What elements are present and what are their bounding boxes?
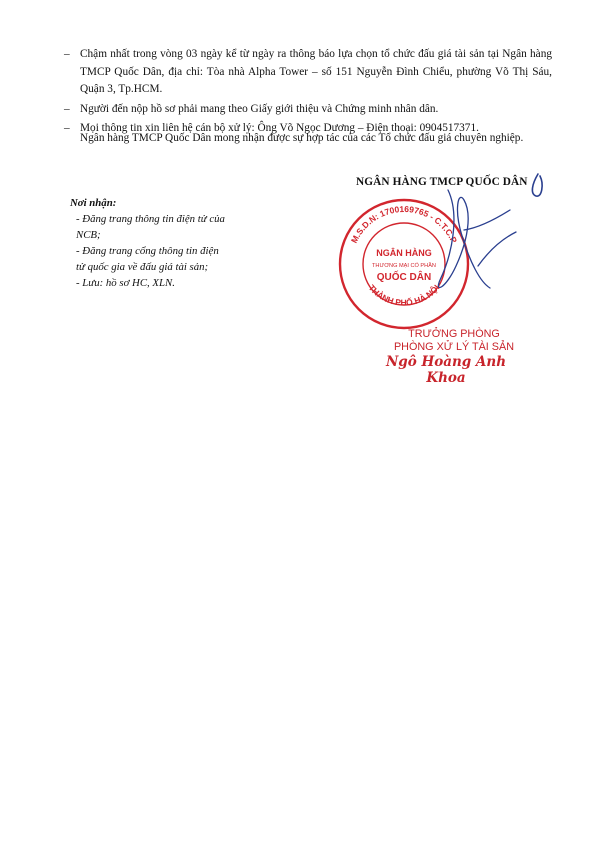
seal-city-path: THÀNH PHỐ HÀ NỘI (366, 282, 442, 308)
recipient-item: - Lưu: hồ sơ HC, XLN. (76, 277, 175, 289)
bullet-marker: – (64, 102, 70, 115)
instruction-item (64, 101, 552, 119)
instruction-text: Người đến nộp hồ sơ phải mang theo Giấy giới thiệu và Chứng minh nhân dân. (80, 102, 439, 115)
seal-city-text (367, 283, 442, 308)
recipient-item: - Đăng trang thông tin điện tử của NCB; (76, 213, 225, 241)
instruction-text: Mọi thông tin xin liên hệ cán bộ xử lý: Ông Võ Ngọc Dương – Điện thoại: 0904517371. (80, 122, 479, 134)
closing-paragraph: Ngân hàng TMCP Quốc Dân mong nhận được sự hợp tác của các Tổ chức đấu giá chuyên nghiệp. (80, 132, 524, 144)
seal-registration-path: M.S.D.N: 1700169765 - C.T.C.P (348, 203, 460, 245)
instruction-item (64, 46, 552, 99)
recipients-block (70, 195, 226, 291)
bullet-marker: – (64, 122, 70, 134)
signer-title-line: TRƯỞNG PHÒNG (408, 328, 500, 340)
company-seal (336, 196, 472, 332)
bullet-marker: – (64, 48, 70, 60)
seal-bank-line: NGÂN HÀNG (376, 248, 432, 258)
seal-name-line: QUỐC DÂN (376, 272, 432, 283)
bank-title: NGÂN HÀNG TMCP QUỐC DÂN (356, 176, 528, 188)
recipient-item: - Đăng trang cổng thông tin điện tử quốc gia về đấu giá tài sản; (76, 245, 219, 273)
signer-department-line: PHÒNG XỬ LÝ TÀI SẢN (393, 341, 515, 353)
initial-mark (532, 174, 542, 196)
seal-type-line: THƯƠNG MẠI CỔ PHẦN (372, 263, 436, 269)
signer-name: Ngô Hoàng Anh Khoa (385, 354, 507, 386)
recipients-heading: Nơi nhận: (70, 197, 117, 209)
instruction-text: Chậm nhất trong vòng 03 ngày kể từ ngày ra thông báo lựa chọn tổ chức đấu giá tài sản tại Ngân hàng TMCP Quốc Dân, địa chỉ: Tòa nhà Alpha Tower – số 151 Nguyễn Đình Chiểu, phường Võ Thị Sáu, Quận 3, Tp.HCM. (80, 48, 552, 95)
seal-registration-text (349, 204, 460, 245)
signer-title (384, 328, 524, 354)
instruction-list (64, 46, 552, 140)
